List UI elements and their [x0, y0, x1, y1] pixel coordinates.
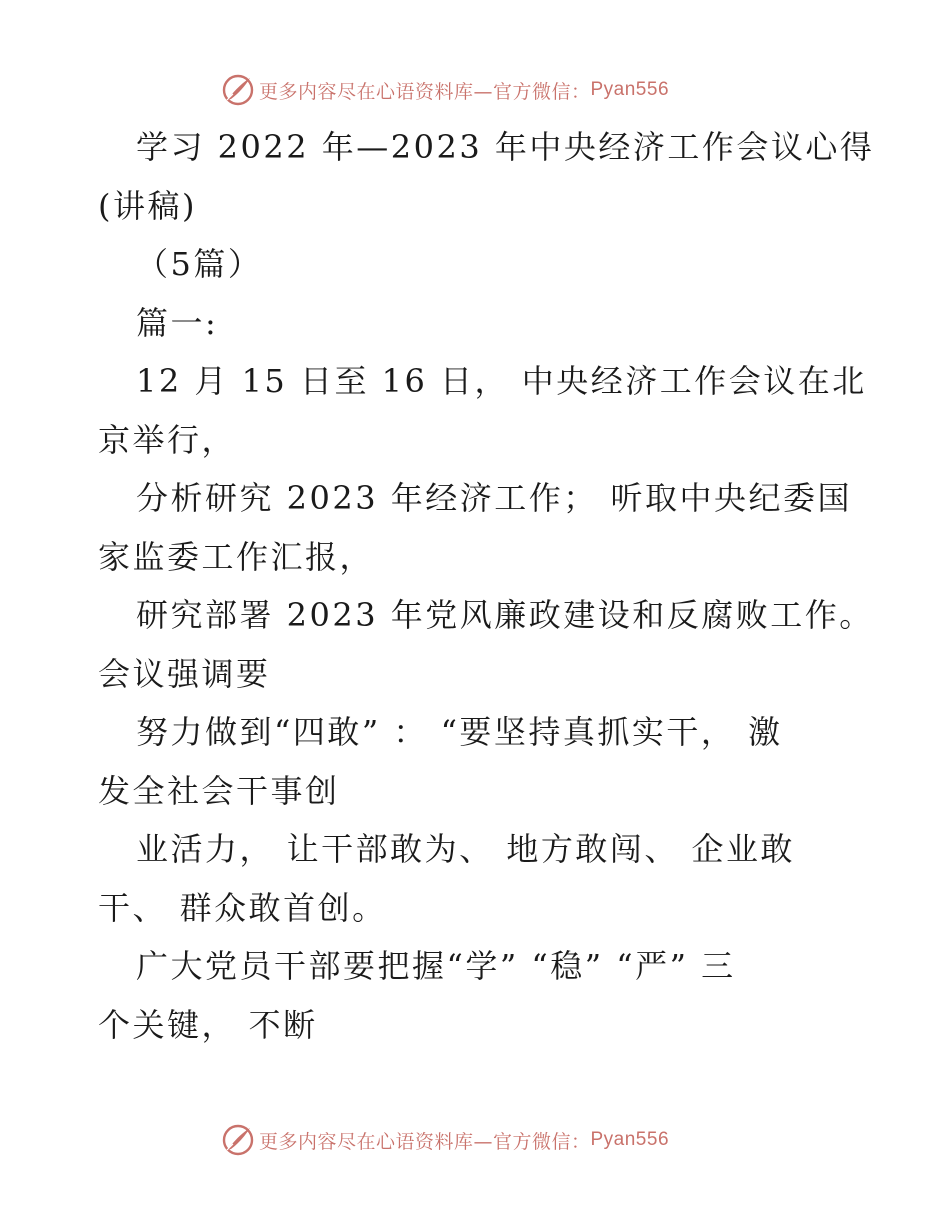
text-line: 广大党员干部要把握“学” “稳” “严” 三 — [136, 947, 736, 985]
text-line: 京举行， — [98, 420, 237, 459]
text-line: 会议强调要 — [98, 654, 271, 693]
text-line: 发全社会干事创 — [98, 771, 340, 810]
text-line: 干、 群众敢首创。 — [98, 888, 387, 927]
quill-pen-logo-icon — [221, 1123, 255, 1157]
text-line: 家监委工作汇报， — [98, 537, 375, 576]
footer-watermark — [0, 1120, 950, 1160]
watermark-text: 更多内容尽在心语资料库—官方微信： — [258, 1130, 591, 1153]
text-line: 研究部署 2023 年党风廉政建设和反腐败工作。 — [136, 596, 874, 634]
text-line: 学习 2022 年—2023 年中央经济工作会议心得 — [136, 128, 875, 166]
text-line: 篇一: — [136, 303, 219, 342]
document-body — [98, 118, 875, 1054]
text-line: 分析研究 2023 年经济工作； 听取中央纪委国 — [136, 479, 852, 517]
text-line: 个关键， 不断 — [98, 1005, 318, 1044]
text-line: （5篇） — [136, 245, 263, 283]
text-line: 12 月 15 日至 16 日， 中央经济工作会议在北 — [136, 362, 867, 400]
text-line: 业活力， 让干部敢为、 地方敢闯、 企业敢 — [136, 830, 796, 868]
text-line: (讲稿) — [98, 186, 197, 225]
watermark-text: 更多内容尽在心语资料库—官方微信： — [258, 80, 591, 103]
header-watermark — [0, 70, 950, 110]
quill-pen-logo-icon — [221, 73, 255, 107]
watermark-account: Pyan556 — [590, 1129, 670, 1150]
watermark-account: Pyan556 — [590, 79, 670, 100]
text-line: 努力做到“四敢” ： “要坚持真抓实干， 激 — [136, 713, 783, 751]
